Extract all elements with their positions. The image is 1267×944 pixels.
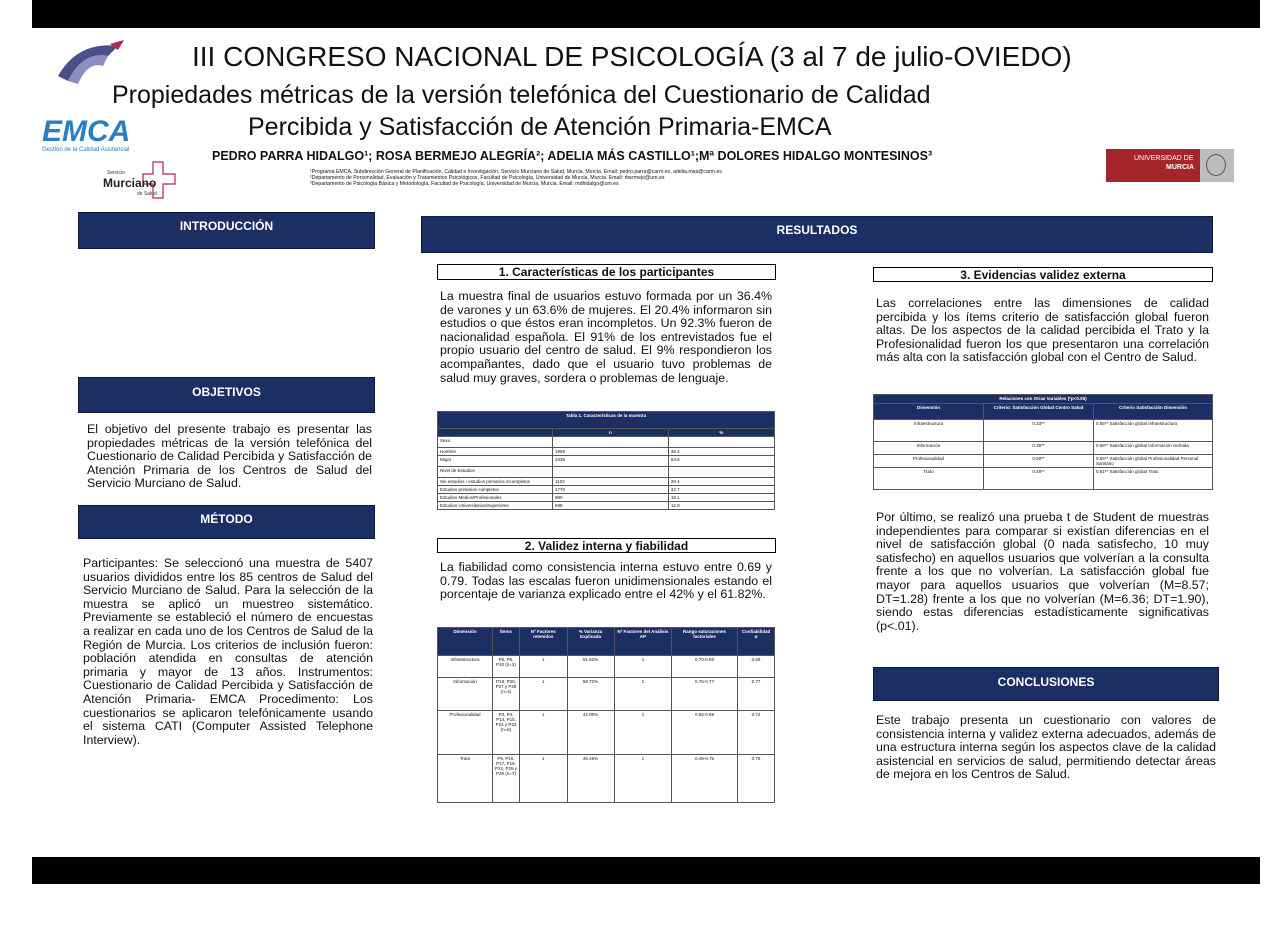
section-objectives-title: OBJETIVOS [78,377,375,413]
table1-caption: Tabla 1. Características de la muestra [438,412,775,429]
table-cell: 698 [553,502,669,510]
table3-header: Criterio Satisfacción Dimensión [1094,404,1213,420]
table-row [438,437,775,448]
table-cell: Mujer [438,456,553,467]
table-cell: 1 [614,711,671,755]
table-cell: Estudios primarios completos [438,486,553,494]
table-cell: 0.55** Satisfacción global Profesionalidad Personal Sanitario [1094,455,1213,468]
table2-header: Ítems [493,628,520,656]
table-cell: 12.9 [668,502,774,510]
section-method-title: MÉTODO [78,505,375,539]
table-cell [668,467,774,478]
table2-header: Confiabilidad α [738,628,775,656]
table-cell: 0.65** Satisfacción global Infraestructura [1094,420,1213,442]
table2-header: % Varianza Explicada [567,628,614,656]
table-cell: 1 [520,755,568,803]
table-cell: 3439 [553,456,669,467]
table-cell: 59.72% [567,678,614,711]
university-seal-icon [1200,149,1234,182]
sample-characteristics-table [437,411,775,510]
table-row [438,486,775,494]
table2-header: Nº Factores retenidos [520,628,568,656]
table-cell: 0.48** [984,468,1094,490]
table-cell: P9, P16, P17, P18, P24, P25 y P26 (n=7) [493,755,520,803]
table-cell: 0.72 [738,711,775,755]
table-row [438,456,775,467]
table-row [438,678,775,711]
table-cell: 0.49-0.75 [672,755,738,803]
table-cell: 0.70-0.88 [672,656,738,678]
table-cell: 0.39** [984,442,1094,455]
method-text: Participantes: Se seleccionó una muestra de 5407 usuarios divididos entre los 85 centros de Salud del Servicio Murciano de Salud. Para la selección de la muestra se aplicó un muestreo sistemático. Previamente se estableció el número de encuestas a realizar en cada uno de los Centros de Salud de la Región de Murcia. Los criterios de inclusión fueron: población atendida en consultas de atención primaria y mayor de 13 años. Instrumentos: Cuestionario de Calidad Percibida y Satisfacción de Atención Primaria- EMCA Procedimento: Los cuestionarios se aplicaron telefónicamente usando el sistema CATI (Computer Assisted Telephone Interview). [83,556,373,747]
table-cell: Infraestructura [438,656,493,678]
table-cell [553,437,669,448]
university-logo [1106,149,1234,182]
table-cell: 63.6 [668,456,774,467]
section-external-validity-title: 3. Evidencias validez externa [873,267,1213,282]
table-cell: 61.82% [567,656,614,678]
table-cell: Sin estudios / estudios primarios incompletos [438,478,553,486]
top-bar [32,0,1260,28]
table-cell: 0.68** Satisfacción global Información recibida [1094,442,1213,455]
table-row [438,656,775,678]
validity-text: La fiabilidad como consistencia interna estuvo entre 0.69 y 0.79. Todas las escalas fueron unidimensionales estando el porcentaje de varianza explicado entre el 42% y el 61.82%. [440,560,772,602]
table-cell: P3, P4, P14, P15, P22 y P23 (n=6) [493,711,520,755]
table-row [874,442,1213,455]
table-cell: Estudios Universitarios/Superiores [438,502,553,510]
table-cell: 0.61** Satisfacción global Trato [1094,468,1213,490]
table1-header: n [553,429,669,437]
table-cell: 1968 [553,448,669,456]
table-cell: Hombre [438,448,553,456]
emca-logo [42,117,167,157]
table-cell: Infraestructura [874,420,984,442]
table-cell: 1 [520,711,568,755]
table-cell: 1 [614,678,671,711]
university-logo-line2: MURCIA [1166,164,1194,171]
table-row [874,468,1213,490]
external-validity-text: Las correlaciones entre las dimensiones de calidad percibida y los ítems criterio de satisfacción global fueron altas. De los aspectos de la calidad percibida el Trato y la Profesionalidad fueron los que presentaron una correlación más alta con la satisfacción global con el Centro de Salud. [876,296,1209,365]
table-cell: 0.79 [738,755,775,803]
affiliation-1: ¹Programa EMCA, Subdirección General de Planificación, Calidad e Investigación, Servicio Murciano de Salud, Murcia, Murcia. Email: pedro.parra@carm.es, adelia.mas@carm.es [310,169,722,175]
affiliation-2: ²Departamento de Personalidad, Evaluación y Tratamientos Psicológicos, Facultad de Psicología, Universidad de Murcia, Murcia. Email: rbermejo@um.es [310,175,665,182]
table-row [438,448,775,456]
table-cell: 32.7 [668,486,774,494]
table-cell: Profesionalidad [438,711,493,755]
sms-logo-main: Murciano [103,176,157,190]
table-row [438,711,775,755]
table-cell: 0.69 [738,656,775,678]
table-row [874,420,1213,442]
table3-header: Dimensión [874,404,984,420]
table-cell: 45.46% [567,755,614,803]
table-row [438,478,775,486]
t-test-text: Por último, se realizó una prueba t de Student de muestras independientes para comparar si existían diferencias en el nivel de satisfacción global (0 nada satisfecho, 10 muy satisfecho) en aquellos usuarios que volverían a la consulta frente a los que no volverían. La satisfacción global fue mayor para aquellos usuarios que volverían (M=8.57; DT=1.28) frente a los que no volverían (M=6.36; DT=1.90), siendo estas diferencias estadísticamente significativas (p<.01). [876,510,1209,633]
bottom-bar [32,857,1260,884]
section-validity-title: 2. Validez interna y fiabilidad [437,538,776,553]
table-cell: Información [438,678,493,711]
table-cell: 0.77 [738,678,775,711]
section-results-title: RESULTADOS [421,216,1213,253]
table-cell: 18.1 [668,494,774,502]
university-logo-line1: UNIVERSIDAD DE [1134,155,1194,162]
table2-header: Nº Factores del Análisis AP [614,628,671,656]
table-cell: 0.76-0.77 [672,678,738,711]
congress-title: III CONGRESO NACIONAL DE PSICOLOGÍA (3 al 7 de julio-OVIEDO) [192,41,1072,72]
table-cell: Trato [438,755,493,803]
table1-header [438,429,553,437]
affiliations [310,169,870,188]
table-cell: 42.00% [567,711,614,755]
table-cell: Información [874,442,984,455]
table-row [438,494,775,502]
table-cell: 20.4 [668,478,774,486]
authors: PEDRO PARRA HIDALGO¹; ROSA BERMEJO ALEGRÍA²; ADELIA MÁS CASTILLO¹;Mª DOLORES HIDALGO MONTESINOS³ [212,149,933,163]
table-cell: Nivel de Estudios [438,467,553,478]
table-row [438,755,775,803]
external-validity-table [873,394,1213,490]
table-cell: P19, P20, P27 y P28 (n=4) [493,678,520,711]
table-row [438,502,775,510]
affiliation-3: ³Departamento de Psicología Básica y Metodología, Facultad de Psicología, Universidad de Murcia, Murcia. Email: mdhidalgo@um.es [310,181,619,188]
table-cell: 1 [520,678,568,711]
participants-text: La muestra final de usuarios estuvo formada por un 36.4% de varones y un 63.6% de mujeres. El 20.4% informaron sin estudios o que éstos eran incompletos. Un 92.3% fueron de nacionalidad española. El 91% de los entrevistados fue el propio usuario del centro de salud. El 9% respondieron los acompañantes, dado que el usuario tuvo problemas de salud muy graves, sordera o problemas de lenguaje. [440,289,772,385]
sms-logo-sub: de Salud [137,191,157,197]
decorative-logo-icon [48,36,128,86]
table2-header: Rango saturaciones factoriales [672,628,738,656]
table-cell: 0.33** [984,420,1094,442]
internal-validity-table [437,627,775,803]
table-cell: 1103 [553,478,669,486]
table-row [438,467,775,478]
poster-title-line1: Propiedades métricas de la versión telefónica del Cuestionario de Calidad [112,81,931,109]
table-cell: 36.4 [668,448,774,456]
sms-logo [103,160,178,204]
table-cell [553,467,669,478]
table-cell: 1 [614,656,671,678]
table-cell: Profesionalidad [874,455,984,468]
table3-caption: Relaciones con Otras Variables (*p<0.05) [874,395,1213,404]
sms-logo-top: Servicio [107,170,125,176]
emca-logo-sub: Gestión de la Calidad Asistencial [42,147,130,153]
table-row [874,455,1213,468]
table-cell: 1 [520,656,568,678]
table3-header: Criterio: Satisfacción Global Centro Salud [984,404,1094,420]
table1-header: % [668,429,774,437]
section-conclusions-title: CONCLUSIONES [873,667,1219,701]
table-cell: 980 [553,494,669,502]
table-cell: P5, P6, P10 (n=3) [493,656,520,678]
table-cell: 0.55-0.69 [672,711,738,755]
table2-header: Dimensión [438,628,493,656]
section-participants-title: 1. Características de los participantes [437,264,776,280]
table-cell: 0.50** [984,455,1094,468]
conclusions-text: Este trabajo presenta un cuestionario con valores de consistencia interna y validez externa adecuados, además de una estructura interna según los aspectos clave de la calidad asistencial en servicios de salud, permitiendo detectar áreas de mejora en los Centros de Salud. [876,713,1216,782]
table-cell: Estudios Medios/Profesionales [438,494,553,502]
objectives-text: El objetivo del presente trabajo es presentar las propiedades métricas de la versión telefónica del Cuestionario de Calidad Percibida y Satisfacción de Atención Primaria de los Centros de Salud del Servicio Murciano de Salud. [87,422,372,491]
table-cell: Sexo [438,437,553,448]
table-cell: 1770 [553,486,669,494]
section-intro-title: INTRODUCCIÓN [78,212,375,249]
table-cell [668,437,774,448]
poster-title-line2: Percibida y Satisfacción de Atención Primaria-EMCA [248,113,832,141]
table-cell: Trato [874,468,984,490]
table-cell: 1 [614,755,671,803]
emca-logo-text: EMCA [42,115,131,148]
